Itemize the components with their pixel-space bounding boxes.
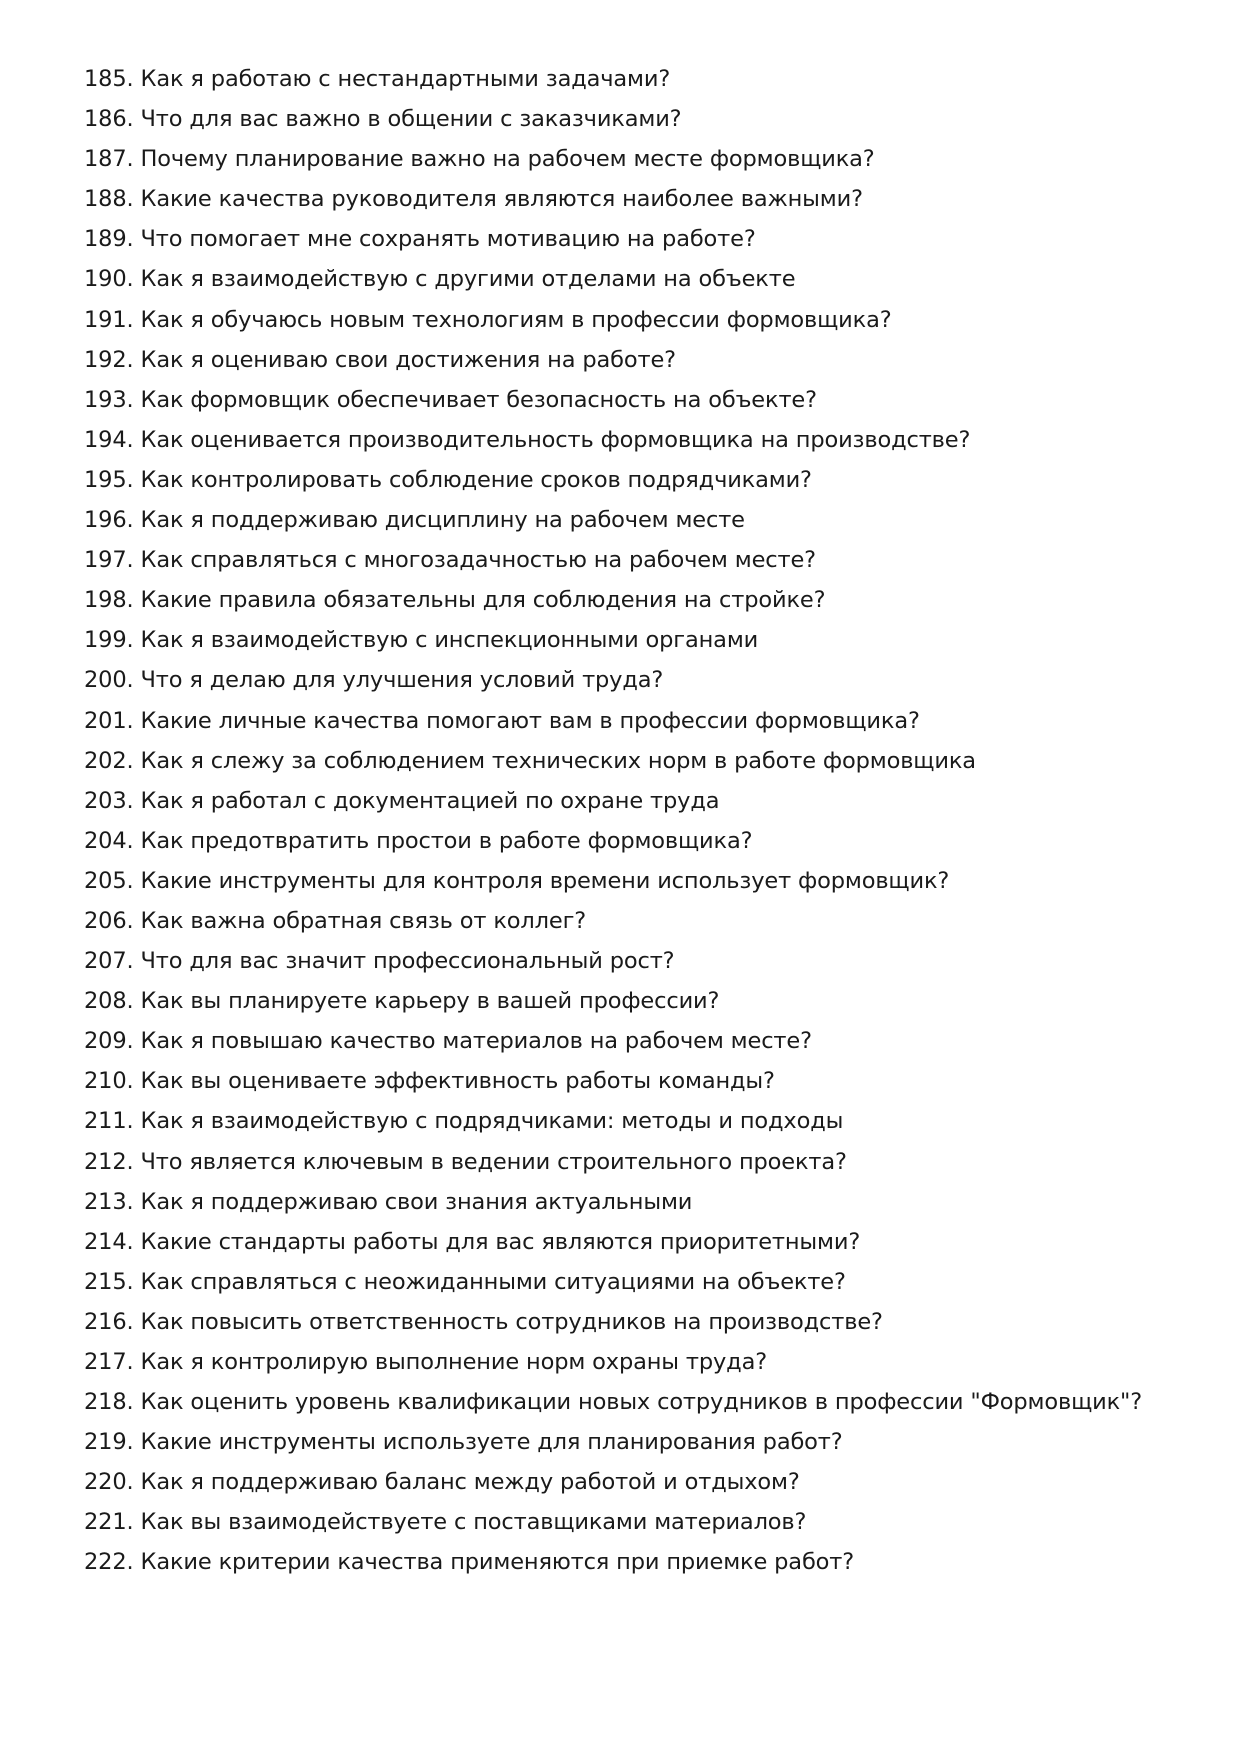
question-number: 205 . xyxy=(84,868,141,894)
question-text: Как я контролирую выполнение норм охраны труда? xyxy=(140,1349,767,1375)
question-number: 214 . xyxy=(84,1229,141,1255)
question-text: Как я оцениваю свои достижения на работе? xyxy=(140,346,676,373)
question-number: 185 . xyxy=(84,66,141,92)
question-number: 213 . xyxy=(84,1189,141,1215)
question-number: 201 . xyxy=(84,708,141,734)
question-number: 208 . xyxy=(84,988,141,1014)
question-text: Как я поддерживаю свои знания актуальными xyxy=(140,1188,693,1215)
question-item xyxy=(84,1267,1184,1307)
question-item xyxy=(84,345,1184,385)
question-item xyxy=(84,946,1184,986)
question-text: Что для вас значит профессиональный рост? xyxy=(140,948,675,975)
question-item xyxy=(84,706,1184,746)
question-list xyxy=(84,64,1184,1588)
question-item xyxy=(84,184,1184,224)
question-number: 194 . xyxy=(84,427,141,453)
question-number: 216 . xyxy=(84,1309,141,1335)
question-item xyxy=(84,1106,1184,1146)
question-item xyxy=(84,1066,1184,1106)
question-item xyxy=(84,144,1184,184)
question-text: Что я делаю для улучшения условий труда? xyxy=(140,667,664,694)
question-item xyxy=(84,425,1184,465)
question-text: Какие качества руководителя являются наиболее важными? xyxy=(140,186,863,213)
question-number: 195 . xyxy=(84,467,141,493)
question-number: 219 . xyxy=(84,1429,141,1455)
question-number: 218 . xyxy=(84,1389,141,1415)
question-number: 189 . xyxy=(84,226,141,252)
question-text: Как я взаимодействую с инспекционными органами xyxy=(140,627,759,654)
question-number: 186 . xyxy=(84,106,141,132)
question-item xyxy=(84,625,1184,665)
question-item xyxy=(84,1347,1184,1387)
question-text: Как повысить ответственность сотрудников на производстве? xyxy=(140,1308,883,1335)
question-number: 209 . xyxy=(84,1028,141,1054)
question-text: Какие правила обязательны для соблюдения на стройке? xyxy=(140,587,826,614)
question-text: Как оценить уровень квалификации новых сотрудников в профессии "Формовщик"? xyxy=(140,1389,1143,1416)
question-item xyxy=(84,465,1184,505)
question-number: 202 . xyxy=(84,748,141,774)
question-item xyxy=(84,585,1184,625)
question-text: Как я слежу за соблюдением технических норм в работе формовщика xyxy=(140,747,976,774)
question-item xyxy=(84,786,1184,826)
question-text: Какие критерии качества применяются при приемке работ? xyxy=(140,1549,855,1576)
question-item xyxy=(84,1026,1184,1066)
question-text: Как я обучаюсь новым технологиям в профессии формовщика? xyxy=(140,306,892,333)
question-item xyxy=(84,1387,1184,1427)
question-number: 187 . xyxy=(84,146,141,172)
question-item xyxy=(84,545,1184,585)
question-text: Какие инструменты для контроля времени использует формовщик? xyxy=(140,867,950,894)
question-number: 215 . xyxy=(84,1269,141,1295)
question-number: 191 . xyxy=(84,307,141,333)
question-number: 207 . xyxy=(84,948,141,974)
question-item xyxy=(84,104,1184,144)
question-item xyxy=(84,1147,1184,1187)
question-text: Какие инструменты используете для планирования работ? xyxy=(140,1429,843,1456)
question-text: Что является ключевым в ведении строительного проекта? xyxy=(140,1148,847,1175)
question-text: Что помогает мне сохранять мотивацию на работе? xyxy=(140,226,756,253)
question-text: Как вы оцениваете эффективность работы команды? xyxy=(140,1068,775,1095)
question-text: Как формовщик обеспечивает безопасность на объекте? xyxy=(140,386,817,413)
question-text: Как вы планируете карьеру в вашей профессии? xyxy=(140,988,720,1015)
question-item xyxy=(84,826,1184,866)
question-text: Как я поддерживаю дисциплину на рабочем месте xyxy=(140,507,745,534)
question-item xyxy=(84,1547,1184,1587)
question-text: Что для вас важно в общении с заказчиками? xyxy=(140,106,682,133)
question-number: 222 . xyxy=(84,1549,141,1575)
question-number: 206 . xyxy=(84,908,141,934)
question-number: 192 . xyxy=(84,347,141,373)
question-text: Как я взаимодействую с подрядчиками: методы и подходы xyxy=(140,1108,844,1135)
question-text: Какие личные качества помогают вам в профессии формовщика? xyxy=(140,707,920,734)
question-item xyxy=(84,1227,1184,1267)
question-text: Как контролировать соблюдение сроков подрядчиками? xyxy=(140,466,812,493)
question-item xyxy=(84,1307,1184,1347)
question-text: Как я повышаю качество материалов на рабочем месте? xyxy=(140,1028,812,1055)
question-text: Как важна обратная связь от коллег? xyxy=(140,907,587,934)
question-number: 211 . xyxy=(84,1108,141,1134)
question-item xyxy=(84,305,1184,345)
question-item xyxy=(84,866,1184,906)
question-number: 193 . xyxy=(84,387,141,413)
question-text: Как справляться с неожиданными ситуациями на объекте? xyxy=(140,1268,846,1295)
question-number: 204 . xyxy=(84,828,141,854)
question-number: 197 . xyxy=(84,547,141,573)
question-item xyxy=(84,1507,1184,1547)
question-number: 188 . xyxy=(84,186,141,212)
question-item xyxy=(84,1467,1184,1507)
question-number: 220 . xyxy=(84,1469,141,1495)
question-number: 212 . xyxy=(84,1149,141,1175)
question-text: Как я работал с документацией по охране труда xyxy=(140,787,720,814)
question-number: 210 . xyxy=(84,1068,141,1094)
question-number: 200 . xyxy=(84,667,141,693)
question-text: Почему планирование важно на рабочем месте формовщика? xyxy=(140,146,875,173)
question-number: 203 . xyxy=(84,788,141,814)
question-number: 199 . xyxy=(84,627,141,653)
question-item xyxy=(84,1187,1184,1227)
question-text: Как справляться с многозадачностью на рабочем месте? xyxy=(140,547,816,574)
question-item xyxy=(84,906,1184,946)
question-text: Как я взаимодействую с другими отделами на объекте xyxy=(140,266,796,293)
question-item xyxy=(84,665,1184,705)
question-text: Как вы взаимодействуете с поставщиками материалов? xyxy=(140,1509,807,1536)
question-item xyxy=(84,1427,1184,1467)
question-text: Как я работаю с нестандартными задачами? xyxy=(140,66,671,92)
question-text: Как я поддерживаю баланс между работой и отдыхом? xyxy=(140,1469,800,1496)
question-text: Как предотвратить простои в работе формовщика? xyxy=(140,827,753,854)
question-item xyxy=(84,385,1184,425)
question-item xyxy=(84,986,1184,1026)
question-item xyxy=(84,505,1184,545)
question-item xyxy=(84,264,1184,304)
question-number: 217 . xyxy=(84,1349,141,1375)
question-number: 198 . xyxy=(84,587,141,613)
question-item xyxy=(84,64,1184,104)
question-number: 190 . xyxy=(84,266,141,292)
question-text: Какие стандарты работы для вас являются приоритетными? xyxy=(140,1228,861,1255)
question-item xyxy=(84,746,1184,786)
question-text: Как оценивается производительность формовщика на производстве? xyxy=(140,426,971,453)
question-item xyxy=(84,224,1184,264)
question-number: 221 . xyxy=(84,1509,141,1535)
question-number: 196 . xyxy=(84,507,141,533)
